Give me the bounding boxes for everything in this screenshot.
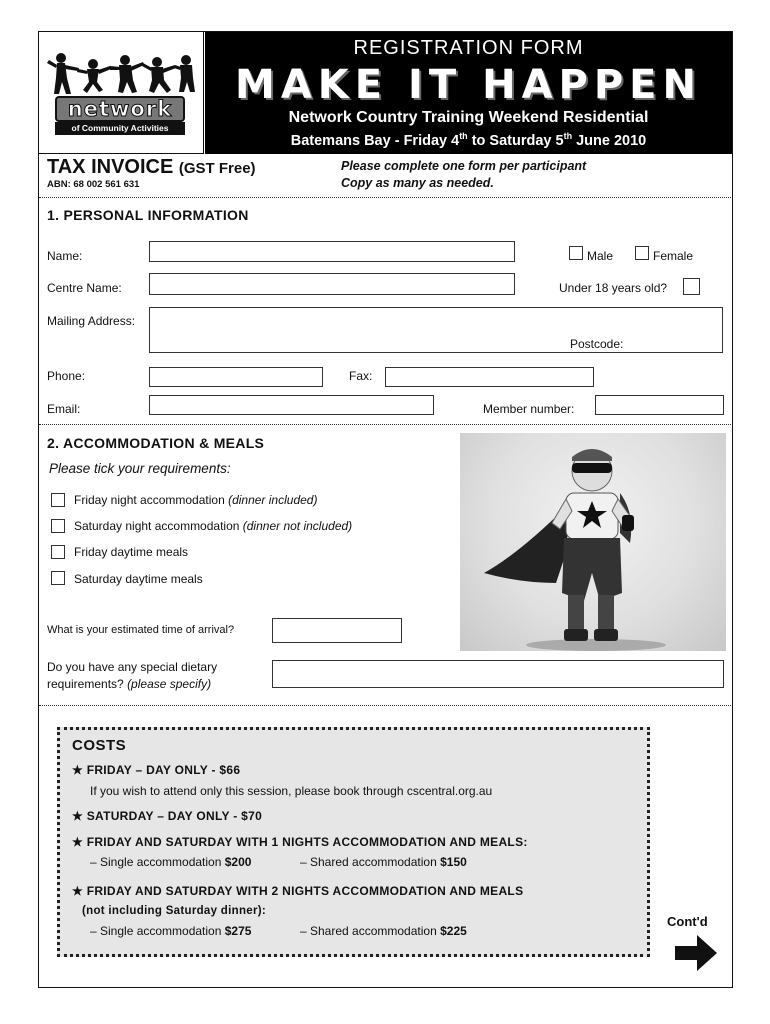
form-header — [39, 32, 731, 154]
section-title-personal: 1. PERSONAL INFORMATION — [47, 207, 249, 223]
fax-field[interactable] — [385, 367, 594, 387]
cost-two-night-note: (not including Saturday dinner): — [82, 905, 267, 917]
female-label: Female — [653, 249, 694, 263]
mailing-address-field[interactable] — [149, 307, 723, 353]
cost-two-night: ★ FRIDAY AND SATURDAY WITH 2 NIGHTS ACCOMMODATION AND MEALS — [72, 884, 524, 898]
fax-label: Fax: — [349, 369, 373, 383]
form-label: REGISTRATION FORM — [353, 37, 584, 59]
dietary-field[interactable] — [272, 660, 724, 688]
under-18-label: Under 18 years old? — [559, 281, 668, 295]
female-checkbox[interactable] — [635, 246, 649, 260]
continued-label: Cont'd — [667, 914, 708, 929]
saturday-night-checkbox[interactable] — [51, 519, 65, 533]
under-18-checkbox[interactable] — [683, 278, 700, 295]
arrow-right-icon — [675, 935, 717, 971]
network-logo — [39, 32, 204, 154]
phone-field[interactable] — [149, 367, 323, 387]
tick-instruction: Please tick your requirements: — [49, 461, 231, 476]
centre-name-field[interactable] — [149, 273, 515, 295]
form-instructions: Please complete one form per participant Copy as many as needed. — [341, 159, 587, 190]
email-field[interactable] — [149, 395, 434, 415]
divider — [39, 705, 731, 706]
cost-friday-note: If you wish to attend only this session, please book through cscentral.org.au — [90, 784, 493, 798]
postcode-label: Postcode: — [570, 337, 624, 351]
phone-label: Phone: — [47, 369, 86, 383]
tax-invoice-title: TAX INVOICE (GST Free) — [47, 156, 256, 178]
dancing-children-icon — [47, 52, 197, 100]
saturday-meals-label: Saturday daytime meals — [74, 572, 203, 586]
costs-title: COSTS — [72, 737, 127, 754]
dietary-label: Do you have any special dietary requirements? (please specify) — [47, 660, 218, 691]
saturday-meals-checkbox[interactable] — [51, 571, 65, 585]
cost-two-night-shared: – Shared accommodation $225 — [300, 924, 467, 938]
star-icon: ★ — [72, 763, 84, 777]
email-label: Email: — [47, 402, 81, 416]
cost-two-night-single: – Single accommodation $275 — [90, 924, 252, 938]
costs-box — [57, 727, 650, 957]
arrival-time-field[interactable] — [272, 618, 402, 643]
registration-form-page — [38, 31, 733, 988]
star-icon: ★ — [72, 835, 84, 849]
male-checkbox[interactable] — [569, 246, 583, 260]
friday-meals-label: Friday daytime meals — [74, 545, 189, 559]
friday-meals-checkbox[interactable] — [51, 545, 65, 559]
event-title: Network Country Training Weekend Residential — [288, 109, 649, 126]
name-field[interactable] — [149, 241, 515, 262]
cost-saturday: ★ SATURDAY – DAY ONLY - $70 — [72, 809, 263, 823]
logo-word: network — [55, 96, 185, 122]
section-title-accommodation: 2. ACCOMMODATION & MEALS — [47, 435, 265, 451]
title-banner — [205, 32, 732, 154]
superhero-child-photo — [460, 433, 726, 651]
logo-subtitle: of Community Activities — [55, 122, 185, 135]
friday-night-checkbox[interactable] — [51, 493, 65, 507]
star-icon: ★ — [72, 884, 84, 898]
male-label: Male — [587, 249, 614, 263]
centre-name-label: Centre Name: — [47, 281, 122, 295]
cost-one-night: ★ FRIDAY AND SATURDAY WITH 1 NIGHTS ACCOMMODATION AND MEALS: — [72, 835, 528, 849]
mailing-address-label: Mailing Address: — [47, 314, 136, 328]
friday-night-label: Friday night accommodation (dinner included) — [74, 493, 318, 507]
abn: ABN: 68 002 561 631 — [47, 179, 140, 190]
cost-friday: ★ FRIDAY – DAY ONLY - $66 — [72, 763, 241, 777]
divider — [39, 424, 731, 425]
divider — [39, 197, 731, 198]
saturday-night-label: Saturday night accommodation (dinner not included) — [74, 519, 353, 533]
cost-one-night-shared: – Shared accommodation $150 — [300, 855, 467, 869]
tagline: MAKE IT HAPPEN — [235, 62, 702, 108]
star-icon: ★ — [72, 809, 84, 823]
member-number-field[interactable] — [595, 395, 724, 415]
name-label: Name: — [47, 249, 83, 263]
arrival-time-label: What is your estimated time of arrival? — [47, 624, 235, 636]
cost-one-night-single: – Single accommodation $200 — [90, 855, 252, 869]
member-number-label: Member number: — [483, 402, 575, 416]
event-date: Batemans Bay - Friday 4th to Saturday 5th June 2010 — [290, 131, 647, 149]
